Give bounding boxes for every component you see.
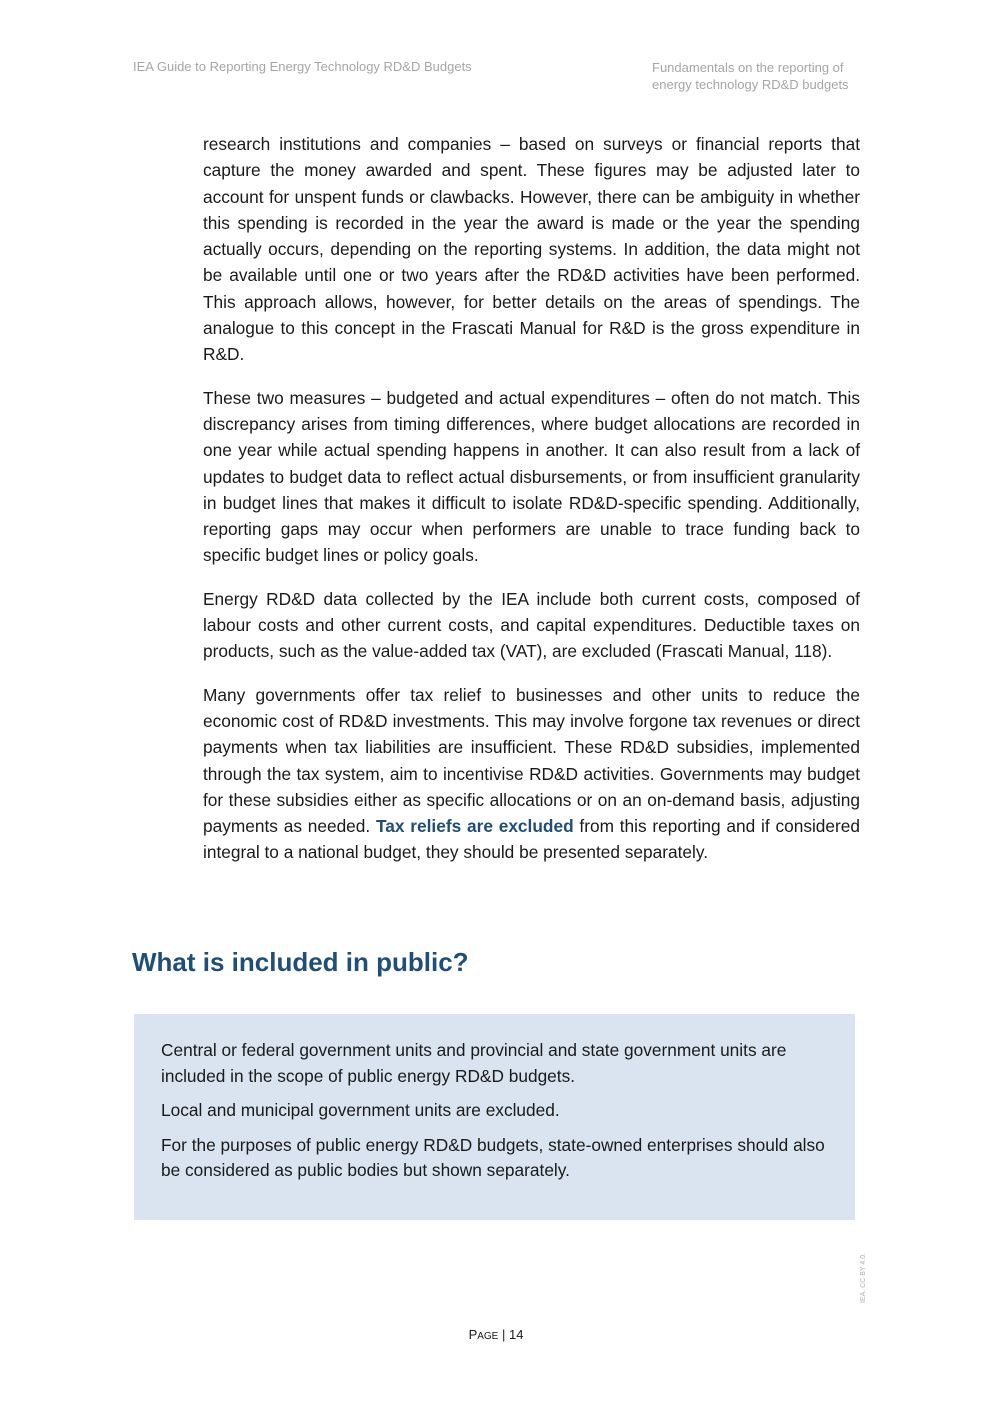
running-header-chapter-line2: energy technology RD&D budgets bbox=[652, 77, 849, 92]
box-paragraph-state-owned: For the purposes of public energy RD&D budgets, state-owned enterprises should also be considered as public bodies but shown separately. bbox=[161, 1134, 825, 1180]
paragraph-discrepancy: These two measures – budgeted and actual expenditures – often do not match. This discrepancy arises from timing differences, where budget allocations are recorded in one year while actual spending happens in another. It can also result from a lack of updates to budget data to reflect actual disbursements, or from insufficient granularity in budget lines that makes it difficult to isolate RD&D-specific spending. Additionally, reporting gaps may occur when performers are unable to trace funding back to specific budget lines or policy goals. bbox=[203, 387, 860, 566]
paragraph-tax-relief bbox=[203, 682, 860, 866]
definition-box bbox=[134, 1014, 855, 1220]
paragraph-current-costs: Energy RD&D data collected by the IEA include both current costs, composed of labour costs and other current costs, and capital expenditures. Deductible taxes on products, such as the value-added tax (VAT), are excluded (Frascati Manual, 118). bbox=[203, 588, 860, 662]
box-paragraph-government-units: Central or federal government units and provincial and state government units are included in the scope of public energy RD&D budgets. bbox=[161, 1040, 787, 1086]
running-header-chapter bbox=[652, 59, 882, 93]
tax-relief-text-end: from this reporting and if considered integral to a national budget, they should be presented separately. bbox=[203, 816, 860, 863]
license-notice: IEA. CC BY 4.0. bbox=[860, 1252, 867, 1303]
page-label-first: P bbox=[468, 1327, 478, 1342]
running-header-chapter-line1: Fundamentals on the reporting of bbox=[652, 60, 844, 75]
paragraph-actual-expenditures: research institutions and companies – based on surveys or financial reports that capture the money awarded and spent. These figures may be adjusted later to account for unspent funds or clawbacks. However, there can be ambiguity in whether this spending is recorded in the year the award is made or the year the spending actually occurs, depending on the reporting systems. In addition, the data might not be available until one or two years after the RD&D activities have been performed. This approach allows, however, for better details on the areas of spendings. The analogue to this concept in the Frascati Manual for R&D is the gross expenditure in R&D. bbox=[203, 134, 860, 365]
page-number bbox=[0, 1327, 992, 1342]
box-paragraph-local-excluded: Local and municipal government units are excluded. bbox=[161, 1100, 560, 1120]
tax-relief-highlight: Tax reliefs are excluded bbox=[376, 816, 574, 837]
body-text bbox=[203, 131, 860, 883]
page-label-rest: AGE bbox=[477, 1331, 499, 1342]
page-separator: | bbox=[498, 1327, 509, 1342]
section-heading: What is included in public? bbox=[132, 947, 469, 977]
running-header-title: IEA Guide to Reporting Energy Technology RD&D Budgets bbox=[133, 59, 472, 74]
tax-relief-text-start: Many governments offer tax relief to businesses and other units to reduce the economic cost of RD&D investments. This may involve forgone tax revenues or direct payments when tax liabilities are insufficient. These RD&D subsidies, implemented through the tax system, aim to incentivise RD&D activities. Governments may budget for these subsidies either as specific allocations or on an on-demand basis, adjusting payments as needed. bbox=[203, 684, 860, 837]
page-number-value: 14 bbox=[508, 1327, 524, 1342]
